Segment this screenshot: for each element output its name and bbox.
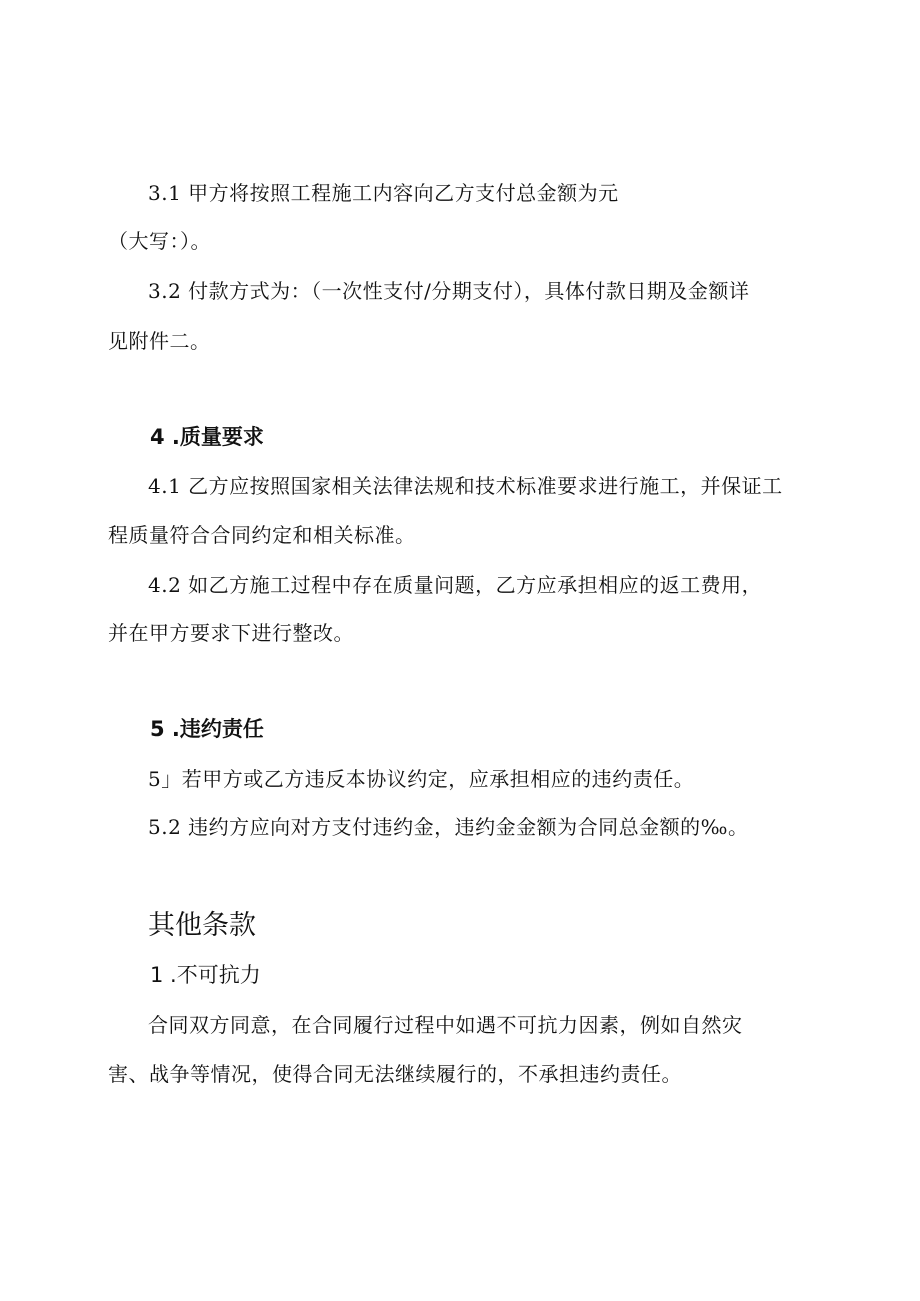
clause-3-1-line-2: （大写：）。 bbox=[108, 229, 211, 253]
force-majeure-heading: 1 .不可抗力 bbox=[150, 963, 261, 987]
clause-4-2-line-2: 并在甲方要求下进行整改。 bbox=[108, 621, 354, 645]
section-5-heading: 5 .违约责任 bbox=[150, 717, 264, 741]
clause-4-1-line-1: 4.1 乙方应按照国家相关法律法规和技术标准要求进行施工，并保证工 bbox=[148, 474, 783, 498]
other-terms-title: 其他条款 bbox=[148, 910, 256, 941]
clause-5-1: 5」若甲方或乙方违反本协议约定，应承担相应的违约责任。 bbox=[148, 767, 695, 791]
clause-3-2-line-1: 3.2 付款方式为：（一次性支付/分期支付），具体付款日期及金额详 bbox=[148, 279, 750, 303]
section-4-heading: 4 .质量要求 bbox=[150, 425, 264, 449]
force-majeure-line-2: 害、战争等情况，使得合同无法继续履行的，不承担违约责任。 bbox=[108, 1062, 682, 1086]
clause-4-1-line-2: 程质量符合合同约定和相关标准。 bbox=[108, 523, 416, 547]
clause-4-2-line-1: 4.2 如乙方施工过程中存在质量问题，乙方应承担相应的返工费用， bbox=[148, 573, 763, 597]
clause-5-2: 5.2 违约方应向对方支付违约金，违约金金额为合同总金额的‰。 bbox=[148, 815, 749, 839]
clause-3-1-line-1: 3.1 甲方将按照工程施工内容向乙方支付总金额为元 bbox=[148, 181, 619, 205]
clause-3-2-line-2: 见附件二。 bbox=[108, 329, 211, 353]
force-majeure-line-1: 合同双方同意，在合同履行过程中如遇不可抗力因素，例如自然灾 bbox=[148, 1013, 743, 1037]
